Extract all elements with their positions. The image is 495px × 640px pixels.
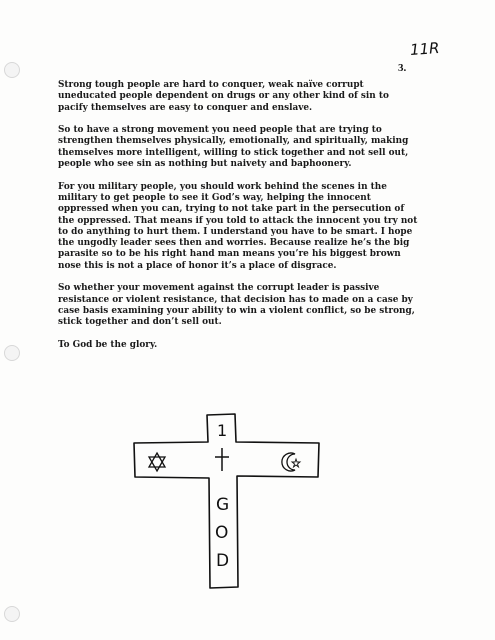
cross-drawing-svg [125, 410, 325, 595]
svg-text:1: 1 [217, 421, 228, 440]
hand-drawn-cross [125, 410, 325, 595]
crescent-star-icon [282, 453, 300, 471]
paragraph: Strong tough people are hard to conquer, weak naïve corrupt uneducated people dependent on drugs or any other kind of sin to pacify themselves are easy to conquer and enslave. [58, 80, 389, 113]
page-number: 3. [398, 62, 407, 74]
paragraph: So to have a strong movement you need people that are trying to strengthen themselves physically, emotionally, and spiritually, making themselves more intelligent, willing to stick together and not sell out, people who see sin as nothing but naivety and baphoonery. [58, 125, 409, 170]
punch-hole [4, 62, 20, 78]
small-cross-icon [215, 448, 229, 471]
closing-line: To God be the glory. [58, 339, 158, 350]
god-letters [215, 495, 229, 571]
svg-text:D: D [216, 551, 230, 571]
star-of-david-icon [149, 453, 165, 471]
cross-top-text [217, 421, 227, 440]
svg-text:G: G [216, 495, 230, 515]
document-body [58, 80, 418, 362]
paragraph: So whether your movement against the corrupt leader is passive resistance or violent resistance, that decision has to made on a case by case basis examining your ability to win a violent conflict, so be strong, stick together and don’t sell out. [58, 283, 415, 328]
punch-hole [4, 345, 20, 361]
svg-text:O: O [215, 523, 229, 543]
paragraph: For you military people, you should work behind the scenes in the military to get people to see it God’s way, helping the innocent oppressed when you can, trying to not take part in the persecution of the oppressed. That means if you told to attack the innocent you try not to do anything to hurt them. I understand you have to be smart. I hope the ungodly leader sees then and worries. Because realize he’s the big parasite so to be his right hand man means you’re his biggest brown nose this is not a place of honor it’s a place of disgrace. [58, 181, 418, 271]
punch-hole [4, 606, 20, 622]
handwritten-page-id: 11R [409, 38, 441, 60]
